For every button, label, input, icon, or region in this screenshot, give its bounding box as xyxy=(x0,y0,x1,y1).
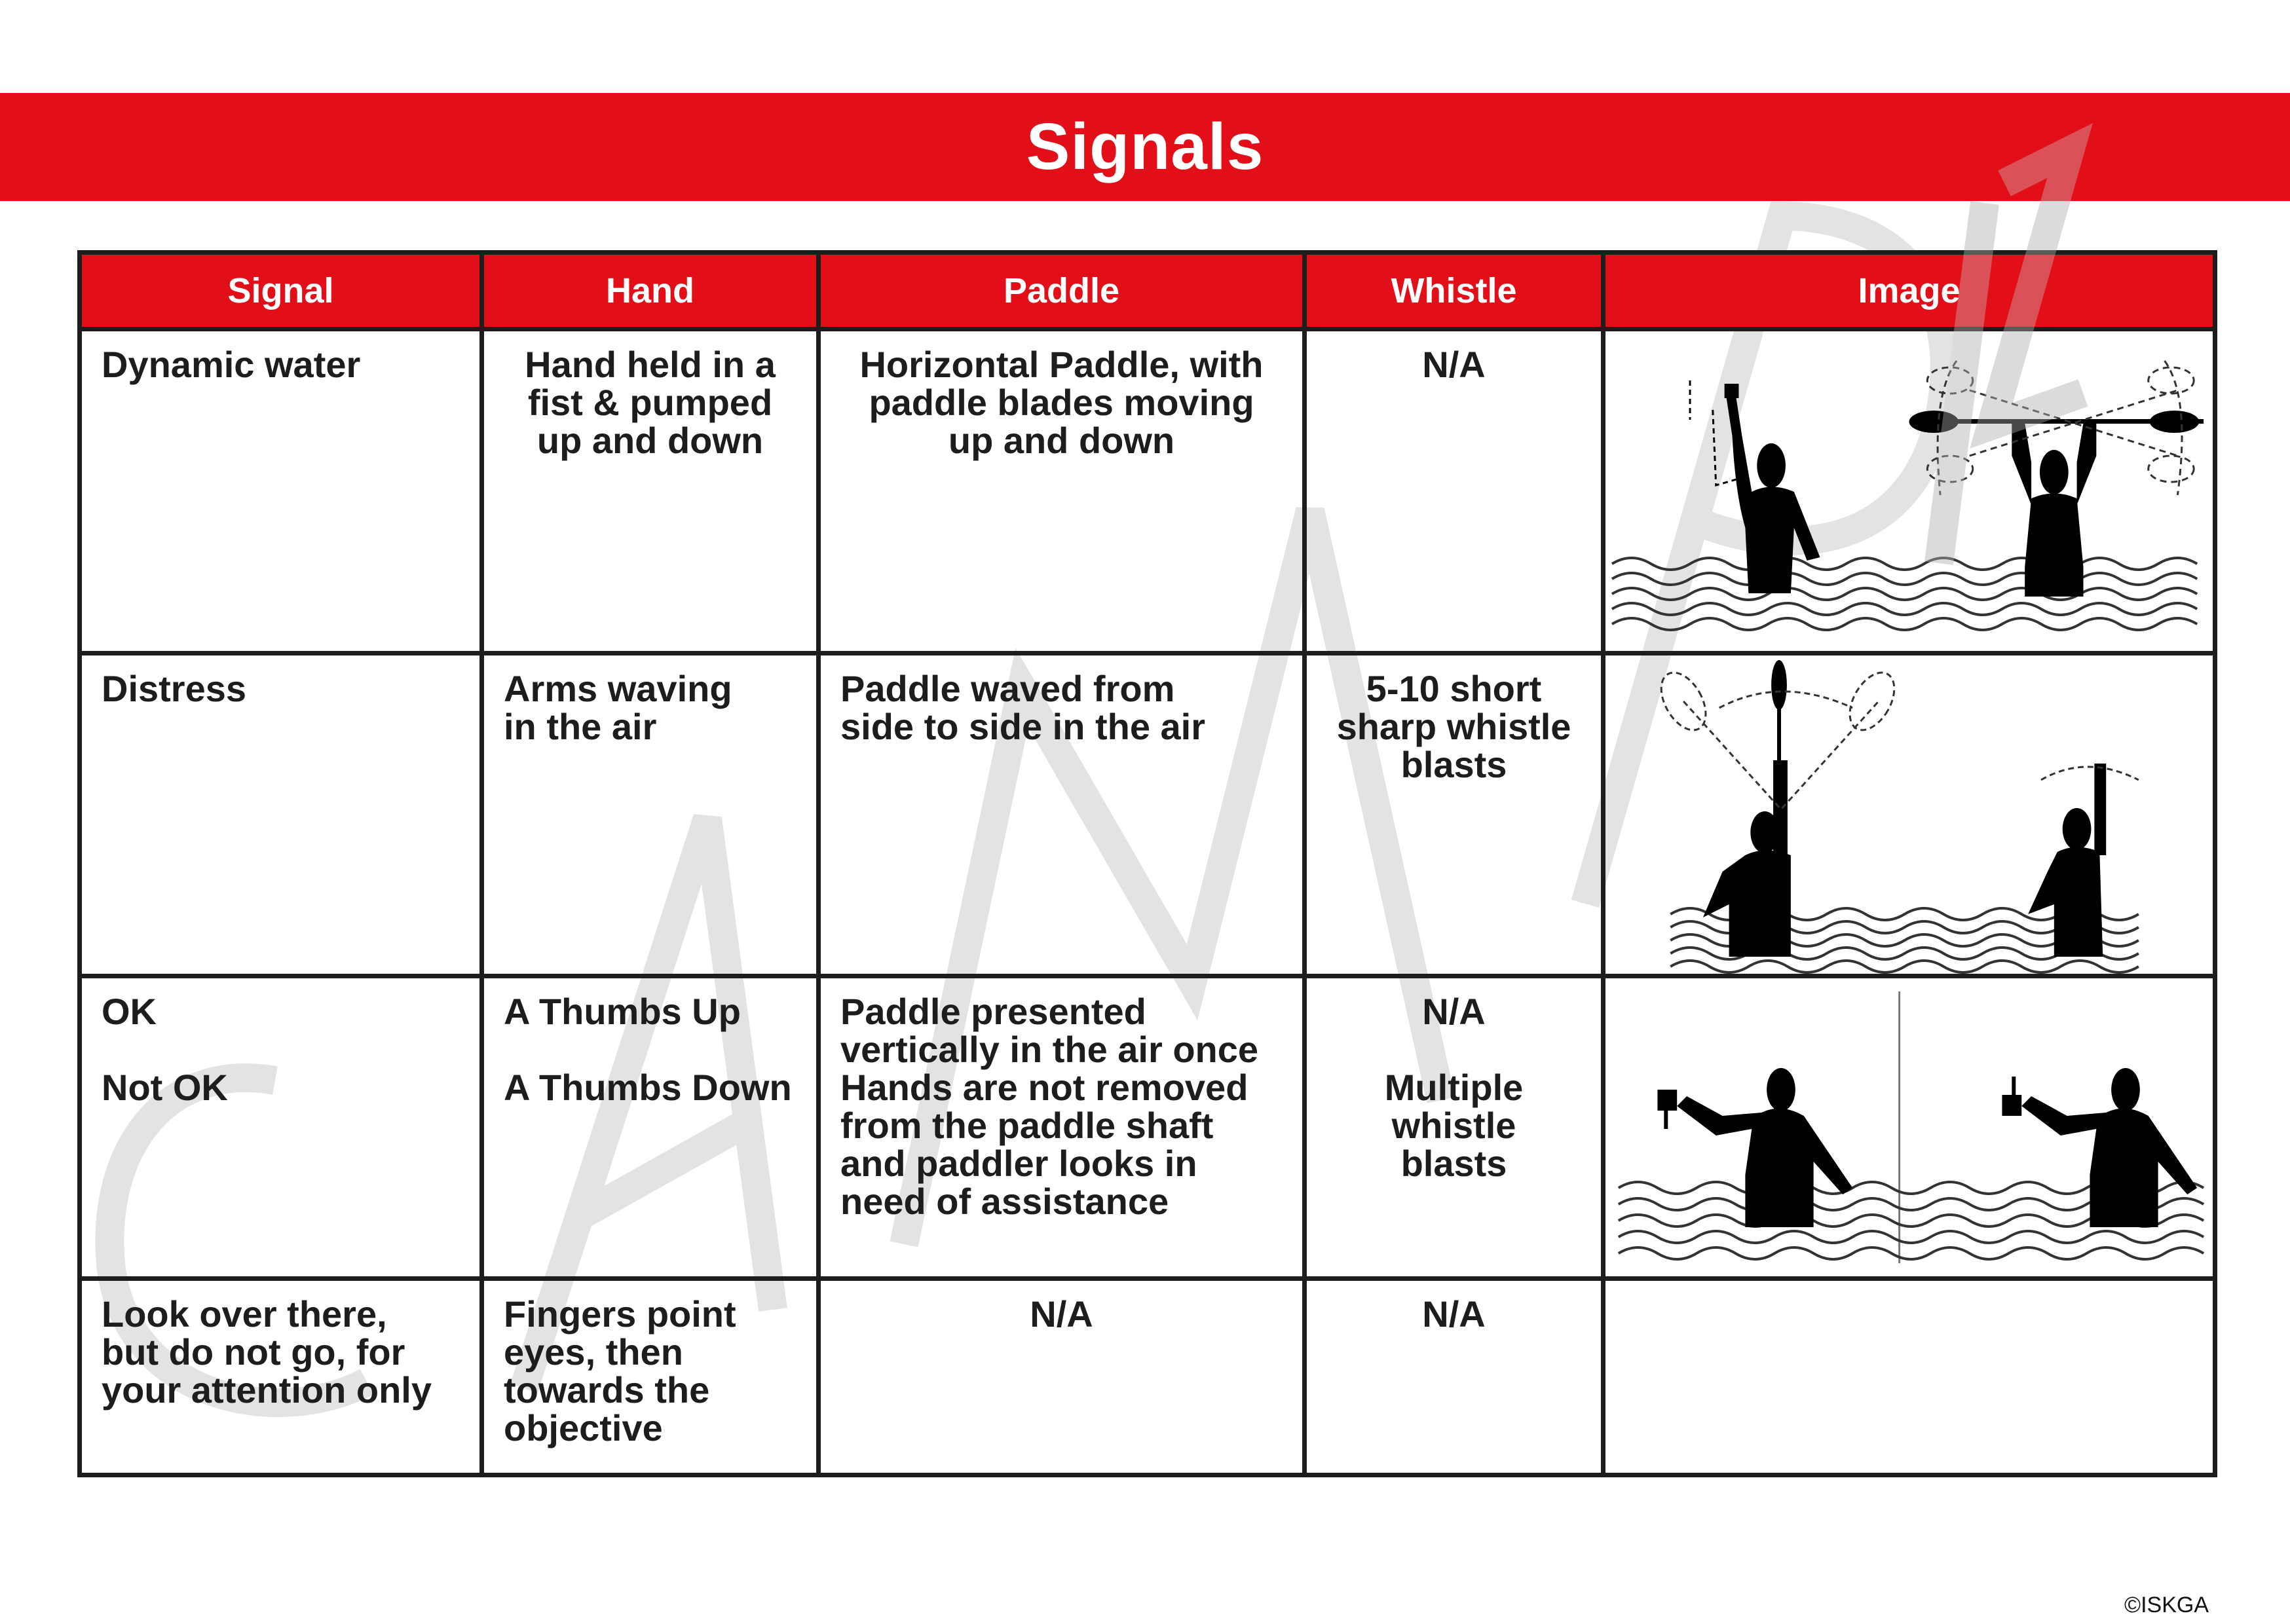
whistle-text: blasts xyxy=(1400,1143,1507,1184)
signal-name: but do not go, for xyxy=(102,1331,405,1373)
image-cell xyxy=(1604,654,2215,976)
signal-name: Look over there, xyxy=(102,1293,387,1335)
signal-name: your attention only xyxy=(102,1369,432,1411)
paddle-text: side to side in the air xyxy=(840,706,1206,747)
page-title: Signals xyxy=(1026,110,1264,183)
signals-table xyxy=(77,250,2217,1477)
paddle-text: need of assistance xyxy=(840,1181,1169,1222)
signal-cell xyxy=(80,329,482,654)
paddle-cell xyxy=(819,976,1305,1279)
whistle-text: whistle xyxy=(1391,1105,1516,1146)
whistle-text: sharp whistle xyxy=(1336,706,1571,747)
paddle-cell xyxy=(819,654,1305,976)
signal-name: Dynamic water xyxy=(102,344,361,385)
paddle-cell xyxy=(819,1279,1305,1475)
hand-text: Arms waving xyxy=(504,668,732,709)
paddle-text: N/A xyxy=(1030,1293,1093,1335)
whistle-text: N/A xyxy=(1422,1293,1486,1335)
header-hand: Hand xyxy=(482,253,819,329)
paddle-text: vertically in the air once xyxy=(840,1029,1259,1070)
image-cell-empty xyxy=(1604,1279,2215,1475)
paddle-text: paddle blades moving xyxy=(869,382,1254,423)
distress-illustration xyxy=(1605,655,2213,974)
paddle-text: Paddle waved from xyxy=(840,668,1175,709)
whistle-text: Multiple xyxy=(1384,1067,1524,1108)
hand-cell xyxy=(482,976,819,1279)
whistle-text: N/A xyxy=(1422,991,1486,1032)
header-whistle: Whistle xyxy=(1305,253,1604,329)
hand-cell xyxy=(482,329,819,654)
table-row xyxy=(80,654,2215,976)
dynamic-water-illustration xyxy=(1605,331,2213,651)
hand-text: towards the xyxy=(504,1369,710,1411)
table-row xyxy=(80,1279,2215,1475)
paddle-text: Horizontal Paddle, with xyxy=(859,344,1264,385)
hand-cell xyxy=(482,654,819,976)
hand-text: objective xyxy=(504,1407,663,1449)
signal-cell xyxy=(80,1279,482,1475)
signal-name: Not OK xyxy=(102,1067,228,1108)
paddle-cell xyxy=(819,329,1305,654)
whistle-cell xyxy=(1305,976,1604,1279)
paddle-text: from the paddle shaft xyxy=(840,1105,1214,1146)
hand-text: up and down xyxy=(536,420,764,461)
hand-cell xyxy=(482,1279,819,1475)
whistle-text: N/A xyxy=(1422,344,1486,385)
signal-name: Distress xyxy=(102,668,247,709)
paddle-text: Paddle presented xyxy=(840,991,1146,1032)
hand-text: eyes, then xyxy=(504,1331,683,1373)
hand-text: Fingers point xyxy=(504,1293,736,1335)
hand-text: A Thumbs Down xyxy=(504,1067,792,1108)
hand-text: in the air xyxy=(504,706,657,747)
whistle-cell xyxy=(1305,329,1604,654)
table-row xyxy=(80,329,2215,654)
image-cell xyxy=(1604,976,2215,1279)
table-row xyxy=(80,976,2215,1279)
paddle-text: up and down xyxy=(948,420,1175,461)
image-cell xyxy=(1604,329,2215,654)
header-image: Image xyxy=(1604,253,2215,329)
title-banner xyxy=(0,93,2290,201)
signal-cell xyxy=(80,654,482,976)
header-paddle: Paddle xyxy=(819,253,1305,329)
whistle-cell xyxy=(1305,1279,1604,1475)
signal-cell xyxy=(80,976,482,1279)
header-signal: Signal xyxy=(80,253,482,329)
whistle-cell xyxy=(1305,654,1604,976)
copyright-text: ©ISKGA xyxy=(2124,1593,2209,1617)
ok-not-ok-illustration xyxy=(1605,978,2213,1276)
paddle-text: Hands are not removed xyxy=(840,1067,1248,1108)
hand-text: fist & pumped xyxy=(527,382,773,423)
hand-text: A Thumbs Up xyxy=(504,991,741,1032)
table-header-row xyxy=(80,253,2215,329)
whistle-text: 5-10 short xyxy=(1366,668,1542,709)
whistle-text: blasts xyxy=(1400,744,1507,785)
paddle-text: and paddler looks in xyxy=(840,1143,1197,1184)
hand-text: Hand held in a xyxy=(525,344,776,385)
signal-name: OK xyxy=(102,991,157,1032)
